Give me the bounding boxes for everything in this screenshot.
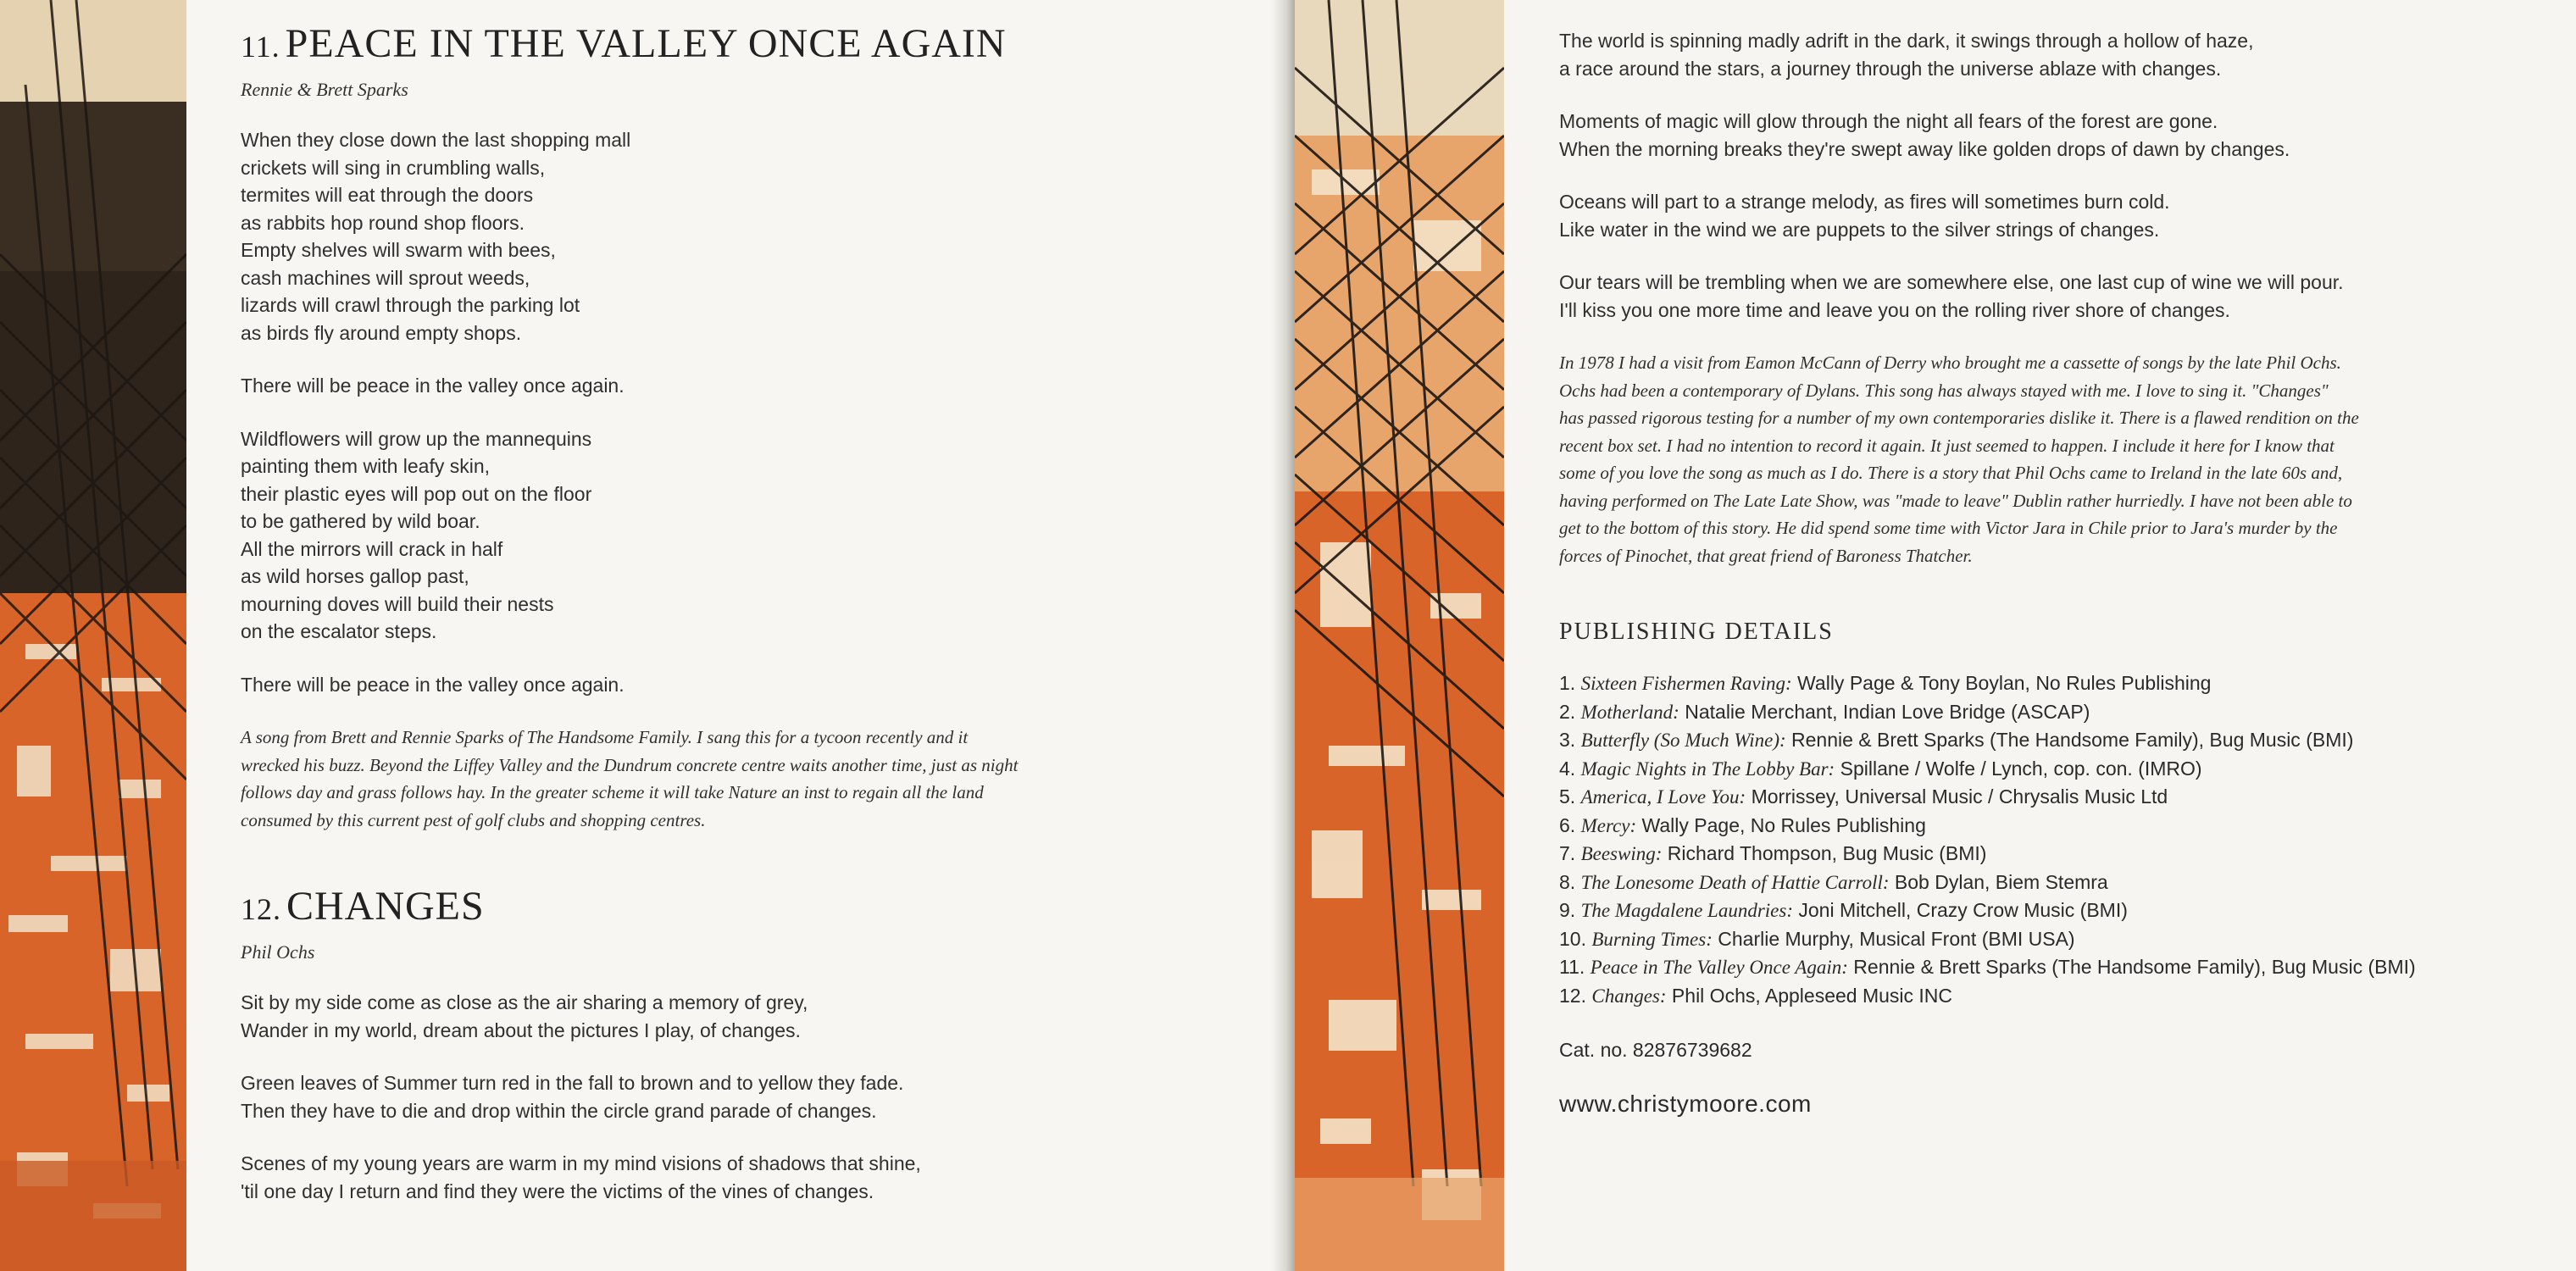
publishing-details-heading: PUBLISHING DETAILS [1559,619,1834,645]
publishing-item-title: Butterfly (So Much Wine): [1580,730,1786,751]
lyric-line: Wander in my world, dream about the pictures I play, of changes. [241,1018,801,1041]
song-11-title-text: PEACE IN THE VALLEY ONCE AGAIN [285,21,1007,66]
publishing-item-title: Magic Nights in The Lobby Bar: [1580,758,1835,780]
lyric-line: 'til one day I return and find they were the victims of the vines of changes. [241,1179,874,1202]
publishing-item-title: Changes: [1591,985,1667,1007]
lyric-line: Moments of magic will glow through the night all fears of the forest are gone. [1559,110,2218,132]
batik-pattern-left [0,0,186,1271]
publishing-item-title: Peace in The Valley Once Again: [1590,957,1848,978]
publishing-item-number: 8. [1559,870,1576,893]
note-line: Ochs had been a contemporary of Dylans. This song has always stayed with me. I love to sing it. "Changes" [1559,380,2329,401]
lyric-line: Sit by my side come as close as the air sharing a memory of grey, [241,991,808,1013]
publishing-item [1559,982,2534,1011]
lyric-line: Oceans will part to a strange melody, as fires will sometimes burn cold. [1559,191,2170,213]
song-11-stanza [241,425,1224,646]
publishing-item [1559,896,2534,925]
song-12-title [241,883,1224,930]
note-line: forces of Pinochet, that great friend of Baroness Thatcher. [1559,545,1973,566]
publishing-item-details: Rennie & Brett Sparks (The Handsome Family), Bug Music (BMI) [1847,956,2416,978]
publishing-item-details: Charlie Murphy, Musical Front (BMI USA) [1712,927,2075,950]
publishing-item [1559,812,2534,841]
lyric-line: I'll kiss you one more time and leave you on the rolling river shore of changes. [1559,298,2230,321]
lyric-line: as birds fly around empty shops. [241,321,522,344]
publishing-item-details: Wally Page & Tony Boylan, No Rules Publishing [1791,672,2212,694]
publishing-item-title: The Lonesome Death of Hattie Carroll: [1580,871,1890,893]
publishing-item-details: Bob Dylan, Biem Stemra [1889,870,2108,893]
lyric-line: as wild horses gallop past, [241,565,469,587]
website-link[interactable]: www.christymoore.com [1559,1091,1812,1117]
publishing-item [1559,840,2534,869]
note-line: A song from Brett and Rennie Sparks of The Handsome Family. I sang this for a tycoon recently and it [241,727,969,747]
left-page-content [241,20,1224,1230]
song-12-credit: Phil Ochs [241,941,315,963]
song-12-title-text: CHANGES [286,884,485,929]
publishing-item-details: Morrissey, Universal Music / Chrysalis Music Ltd [1746,785,2168,808]
publishing-item-number: 1. [1559,672,1576,694]
publishing-item [1559,755,2534,784]
publishing-item [1559,869,2534,897]
lyric-line: Then they have to die and drop within the circle grand parade of changes. [241,1099,877,1122]
lyric-line: crickets will sing in crumbling walls, [241,156,546,179]
publishing-item-details: Wally Page, No Rules Publishing [1636,813,1926,836]
lyric-line: When the morning breaks they're swept away like golden drops of dawn by changes. [1559,137,2290,160]
publishing-item [1559,783,2534,812]
note-line: having performed on The Late Late Show, was "made to leave" Dublin rather hurriedly. I have not been able to [1559,490,2352,511]
note-line: In 1978 I had a visit from Eamon McCann of Derry who brought me a cassette of songs by the late Phil Ochs. [1559,352,2341,373]
publishing-item-details: Natalie Merchant, Indian Love Bridge (ASCAP) [1679,700,2090,723]
song-11-note [241,724,1224,834]
note-line: has passed rigorous testing for a number of my own contemporaries dislike it. There is a flawed rendition on the [1559,408,2359,428]
changes-stanza [1559,269,2534,324]
publishing-item-number: 7. [1559,842,1576,864]
publishing-item-details: Richard Thompson, Bug Music (BMI) [1662,842,1987,864]
publishing-list [1559,669,2534,1010]
lyric-line: their plastic eyes will pop out on the floor [241,482,592,505]
publishing-item-details: Phil Ochs, Appleseed Music INC [1666,984,1953,1007]
book-gutter [1271,0,1296,1271]
song-11-number: 11. [241,30,280,64]
note-line: recent box set. I had no intention to record it again. It just seemed to happen. I include it here for I know that [1559,435,2334,456]
note-line: some of you love the song as much as I do. There is a story that Phil Ochs came to Ireland in the late 60s and, [1559,463,2343,483]
publishing-item-title: Beeswing: [1580,843,1663,864]
lyric-line: lizards will crawl through the parking lot [241,294,580,316]
song-11-stanza [241,126,1224,347]
publishing-item-number: 10. [1559,927,1586,950]
publishing-item-title: Mercy: [1580,814,1637,836]
publishing-item-title: America, I Love You: [1580,786,1746,808]
lyric-line: Wildflowers will grow up the mannequins [241,427,592,450]
lyric-line: There will be peace in the valley once again. [241,673,625,696]
catalogue-number: Cat. no. 82876739682 [1559,1039,1752,1061]
lyric-line: to be gathered by wild boar. [241,510,480,532]
publishing-item-title: The Magdalene Laundries: [1580,900,1793,921]
publishing-item-title: Burning Times: [1591,928,1713,950]
lyric-line: All the mirrors will crack in half [241,537,503,560]
publishing-item-number: 12. [1559,984,1586,1007]
note-line: wrecked his buzz. Beyond the Liffey Valley and the Dundrum concrete centre waits another time, just as night [241,754,1019,775]
song-12-stanza [241,1150,1224,1205]
publishing-item [1559,726,2534,755]
changes-stanza [1559,108,2534,163]
lyric-line: When they close down the last shopping mall [241,129,631,151]
lyric-line: on the escalator steps. [241,620,437,642]
middle-artwork-strip [1295,0,1504,1271]
lyric-line: cash machines will sprout weeds, [241,266,530,289]
lyric-line: Our tears will be trembling when we are somewhere else, one last cup of wine we will pour. [1559,271,2344,293]
publishing-item-number: 9. [1559,899,1576,921]
changes-note [1559,349,2534,569]
lyric-line: Empty shelves will swarm with bees, [241,239,556,261]
publishing-item [1559,953,2534,982]
note-line: consumed by this current pest of golf clubs and shopping centres. [241,809,706,830]
publishing-item-details: Joni Mitchell, Crazy Crow Music (BMI) [1793,899,2128,921]
lyric-line: Scenes of my young years are warm in my mind visions of shadows that shine, [241,1152,921,1174]
lyric-line: termites will eat through the doors [241,184,534,206]
note-line: get to the bottom of this story. He did spend some time with Victor Jara in Chile prior to Jara's murder by the [1559,518,2338,538]
lyric-line: as rabbits hop round shop floors. [241,211,525,234]
publishing-item-number: 6. [1559,813,1576,836]
lyric-line: The world is spinning madly adrift in the dark, it swings through a hollow of haze, [1559,30,2254,52]
batik-pattern-middle [1295,0,1504,1271]
song-11-chorus [241,671,1224,699]
publishing-item-number: 3. [1559,729,1576,751]
lyric-line: Like water in the wind we are puppets to the silver strings of changes. [1559,218,2160,241]
right-page-content [1559,27,2534,1118]
publishing-item-number: 11. [1559,956,1585,978]
lyric-line: Green leaves of Summer turn red in the fall to brown and to yellow they fade. [241,1072,904,1094]
song-11-credit: Rennie & Brett Sparks [241,79,408,100]
publishing-item-number: 5. [1559,785,1576,808]
changes-stanza [1559,27,2534,82]
note-line: follows day and grass follows hay. In the greater scheme it will take Nature an inst to regain all the land [241,782,984,802]
song-11-title [241,20,1224,67]
publishing-item-title: Sixteen Fishermen Raving: [1580,673,1792,694]
publishing-item [1559,698,2534,727]
publishing-item-details: Rennie & Brett Sparks (The Handsome Family), Bug Music (BMI) [1785,729,2354,751]
song-12-stanza [241,1069,1224,1124]
song-11-chorus [241,372,1224,400]
lyric-line: a race around the stars, a journey through the universe ablaze with changes. [1559,57,2222,80]
changes-stanza [1559,188,2534,243]
lyric-line: painting them with leafy skin, [241,455,491,477]
publishing-item-number: 2. [1559,700,1576,723]
lyric-line: There will be peace in the valley once again. [241,375,625,397]
publishing-item [1559,925,2534,954]
song-12-stanza [241,989,1224,1044]
publishing-item [1559,669,2534,698]
publishing-item-number: 4. [1559,757,1576,780]
left-artwork-strip [0,0,186,1271]
song-12-number: 12. [241,892,281,926]
publishing-item-details: Spillane / Wolfe / Lynch, cop. con. (IMRO) [1835,757,2202,780]
publishing-item-title: Motherland: [1580,701,1679,723]
lyric-line: mourning doves will build their nests [241,592,554,615]
